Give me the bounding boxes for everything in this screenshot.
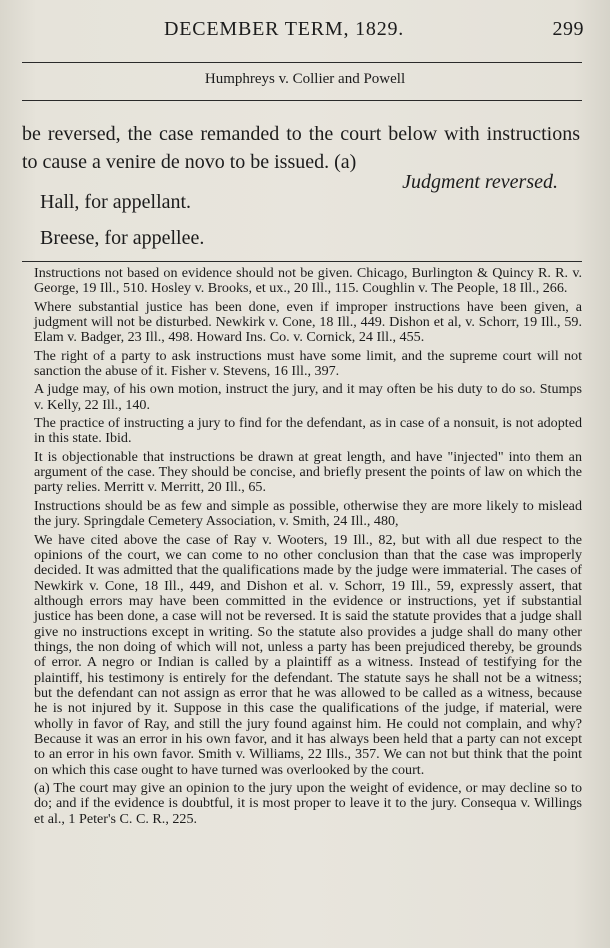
note-paragraph: We have cited above the case of Ray v. Wooters, 19 Ill., 82, but with all due respect to the opinions of the court, we can come to no other conclusion than that the case was improperly decided. It was admitted that the qualifications made by the judge were immaterial. The cases of Newkirk v. Cone, 18 Ill., 449, and Dishon et al. v. Schorr, 19 Ill., 59, expressly assert, that although errors may have been committed in the evidence or instructions, yet if substantial justice has been done, a case will not be reversed. It is said the statute provides that a judge shall give no instructions except in writing. So the statute also provides a judge shall do many other things, the non doing of which will not, unless a party has been prejudiced thereby, be grounds of error. A negro or Indian is called by a plaintiff as a witness. Instead of testifying for the plaintiff, his testimony is entirely for the defendant. The statute says he shall not be a witness; but the defendant can not assign as error that he was allowed to be called as a witness, because he is not injured by it. Suppose in this case the qualifications of the judge, if material, were wholly in favor of Ray, and still the jury found against him. He could not complain, and why? Because it was an error in his own favor, and it has always been held that a party can not except to an error in his own favor. Smith v. Williams, 22 Ills., 357. We can not but think that the point on which this case ought to have turned was overlooked by the court. <box>34 531 582 778</box>
note-paragraph: A judge may, of his own motion, instruct the jury, and it may often be his duty to do so. Stumps v. Kelly, 22 Ill., 140. <box>34 381 582 413</box>
note-paragraph: (a) The court may give an opinion to the jury upon the weight of evidence, or may decline so to do; and if the evidence is doubtful, it is most proper to leave it to the jury. Consequa v. Willings et al., 1 Peter's C. C. R., 225. <box>34 780 582 827</box>
counsel-appellant: Hall, for appellant. <box>40 191 192 213</box>
case-title-rule <box>22 100 582 101</box>
page-number: 299 <box>552 18 584 40</box>
judgment-line: Judgment reversed. <box>402 171 558 193</box>
notes-rule <box>22 261 582 262</box>
running-head <box>20 18 588 50</box>
opinion-text <box>22 120 580 176</box>
term-heading: DECEMBER TERM, 1829. <box>164 18 405 40</box>
case-title-text: Humphreys v. Collier and Powell <box>204 71 406 87</box>
note-paragraph: The practice of instructing a jury to find for the defendant, as in case of a nonsuit, is not adopted in this state. Ibid. <box>34 415 582 447</box>
note-paragraph: Where substantial justice has been done, even if improper instructions have been given, a judgment will not be disturbed. Newkirk v. Cone, 18 Ill., 449. Dishon et al, v. Schorr, 19 Ill., 59. Elam v. Badger, 23 Ill., 498. Howard Ins. Co. v. Cornick, 24 Ill., 455. <box>34 298 582 346</box>
note-paragraph: Instructions not based on evidence should not be given. Chicago, Burlington & Quincy R. R. v. George, 19 Ill., 510. Hosley v. Brooks, et ux., 20 Ill., 115. Coughlin v. The People, 18 Ill., 266. <box>34 265 582 297</box>
note-paragraph: The right of a party to ask instructions must have some limit, and the supreme court will not sanction the abuse of it. Fisher v. Stevens, 16 Ill., 397. <box>34 347 582 380</box>
note-paragraph: Instructions should be as few and simple as possible, otherwise they are more likely to mislead the jury. Springdale Cemetery Association, v. Smith, 24 Ill., 480, <box>34 497 582 530</box>
counsel-appellee: Breese, for appellee. <box>40 227 205 249</box>
opinion-paragraph: be reversed, the case remanded to the court below with instructions to cause a venire de novo to be issued. (a) <box>22 123 580 173</box>
note-paragraph: It is objectionable that instructions be drawn at great length, and have "injected" into them an argument of the case. They should be concise, and briefly present the points of law on which the party relies. Merritt v. Merritt, 20 Ill., 65. <box>34 448 582 496</box>
header-rule <box>22 62 582 63</box>
annotation-notes <box>34 266 582 830</box>
case-title <box>0 71 610 88</box>
